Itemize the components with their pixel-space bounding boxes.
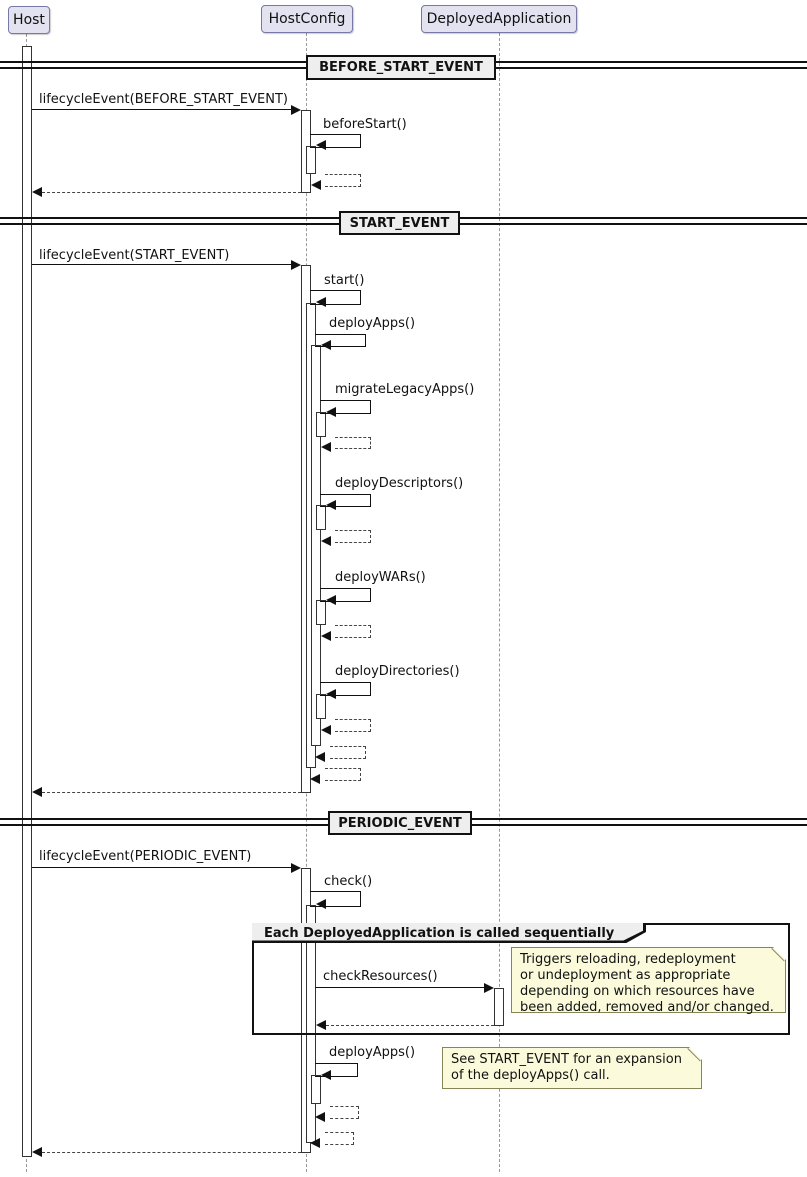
return-line-to-host-s3 — [42, 1152, 301, 1153]
return-start — [325, 768, 361, 781]
participant-host-label: Host — [13, 12, 45, 28]
divider-periodic — [328, 811, 472, 835]
return-check — [325, 1132, 354, 1145]
message-label-check: check() — [324, 874, 373, 889]
message-line-lifecycle-start — [32, 264, 291, 265]
message-line-lifecycle-periodic — [32, 867, 291, 868]
activation-beforestart — [306, 146, 316, 174]
return-line-to-host-s2 — [42, 792, 301, 793]
message-label-deployapps: deployApps() — [329, 316, 416, 331]
arrowhead-icon — [32, 1147, 42, 1157]
arrowhead-icon — [316, 297, 326, 307]
arrowhead-icon — [291, 863, 301, 873]
message-line-checkresources — [315, 987, 484, 988]
return-line-checkresources — [326, 1025, 494, 1026]
message-label-lifecycle-start: lifecycleEvent(START_EVENT) — [39, 248, 230, 263]
divider-periodic-label: PERIODIC_EVENT — [338, 815, 462, 831]
return-line-to-host-s1 — [42, 192, 301, 193]
message-label-checkresources: checkResources() — [323, 969, 438, 984]
note-deployapps-line2: of the deployApps() call. — [451, 1068, 610, 1083]
participant-host — [8, 6, 50, 34]
arrowhead-icon — [316, 899, 326, 909]
arrowhead-icon — [291, 260, 301, 270]
note-checkresources-line3: depending on which resources have — [520, 984, 755, 999]
arrowhead-icon — [326, 689, 336, 699]
activation-migratelegacyapps — [316, 412, 326, 437]
arrowhead-icon — [316, 140, 326, 150]
note-deployapps-line1: See START_EVENT for an expansion — [451, 1052, 682, 1067]
message-label-deployapps-periodic: deployApps() — [329, 1045, 416, 1060]
return-deploydescriptors — [335, 530, 371, 543]
participant-hostconfig — [261, 5, 353, 33]
return-deploydirectories — [335, 719, 371, 732]
return-deployapps — [330, 746, 366, 759]
note-checkresources — [511, 947, 786, 1013]
arrowhead-icon — [310, 1138, 320, 1148]
divider-before-start — [306, 55, 496, 80]
group-frame-label: Each DeployedApplication is called sequentially — [264, 926, 615, 941]
divider-start-label: START_EVENT — [349, 215, 450, 231]
arrowhead-icon — [484, 983, 494, 993]
arrowhead-icon — [316, 1020, 326, 1030]
participant-hostconfig-label: HostConfig — [268, 11, 346, 27]
message-label-lifecycle-before-start: lifecycleEvent(BEFORE_START_EVENT) — [39, 92, 288, 107]
arrowhead-icon — [321, 340, 331, 350]
arrowhead-icon — [321, 631, 331, 641]
arrowhead-icon — [326, 407, 336, 417]
message-label-start: start() — [324, 273, 365, 288]
arrowhead-icon — [321, 1070, 331, 1080]
arrowhead-icon — [311, 180, 321, 190]
divider-before-start-label: BEFORE_START_EVENT — [319, 60, 483, 75]
message-line-lifecycle-before-start — [32, 109, 291, 110]
note-checkresources-line1: Triggers reloading, redeployment — [520, 952, 736, 967]
return-beforestart — [325, 174, 361, 187]
arrowhead-icon — [315, 752, 325, 762]
note-checkresources-line4: been added, removed and/or changed. — [520, 1000, 774, 1015]
note-checkresources-line2: or undeployment as appropriate — [520, 968, 731, 983]
message-label-deploywars: deployWARs() — [335, 570, 426, 585]
arrowhead-icon — [315, 1112, 325, 1122]
arrowhead-icon — [326, 595, 336, 605]
message-label-lifecycle-periodic: lifecycleEvent(PERIODIC_EVENT) — [39, 849, 252, 864]
participant-deployedapplication-label: DeployedApplication — [426, 11, 572, 27]
message-label-deploydirectories: deployDirectories() — [335, 664, 460, 679]
activation-deploydescriptors — [316, 505, 326, 530]
activation-deployapps-periodic — [311, 1075, 321, 1104]
divider-start — [339, 211, 460, 235]
arrowhead-icon — [326, 500, 336, 510]
arrowhead-icon — [321, 536, 331, 546]
arrowhead-icon — [321, 725, 331, 735]
arrowhead-icon — [310, 774, 320, 784]
return-migratelegacyapps — [335, 437, 371, 449]
activation-host — [22, 46, 32, 1157]
return-deploywars — [335, 625, 371, 638]
message-label-deploydescriptors: deployDescriptors() — [335, 476, 464, 491]
participant-deployedapplication — [421, 5, 577, 33]
return-deployapps-periodic — [330, 1106, 359, 1119]
activation-deploywars — [316, 600, 326, 625]
arrowhead-icon — [32, 187, 42, 197]
arrowhead-icon — [291, 105, 301, 115]
activation-deploydirectories — [316, 694, 326, 719]
message-label-migratelegacyapps: migrateLegacyApps() — [335, 382, 475, 397]
arrowhead-icon — [32, 787, 42, 797]
arrowhead-icon — [321, 442, 331, 452]
note-deployapps — [442, 1047, 702, 1089]
message-label-beforestart: beforeStart() — [323, 117, 407, 132]
